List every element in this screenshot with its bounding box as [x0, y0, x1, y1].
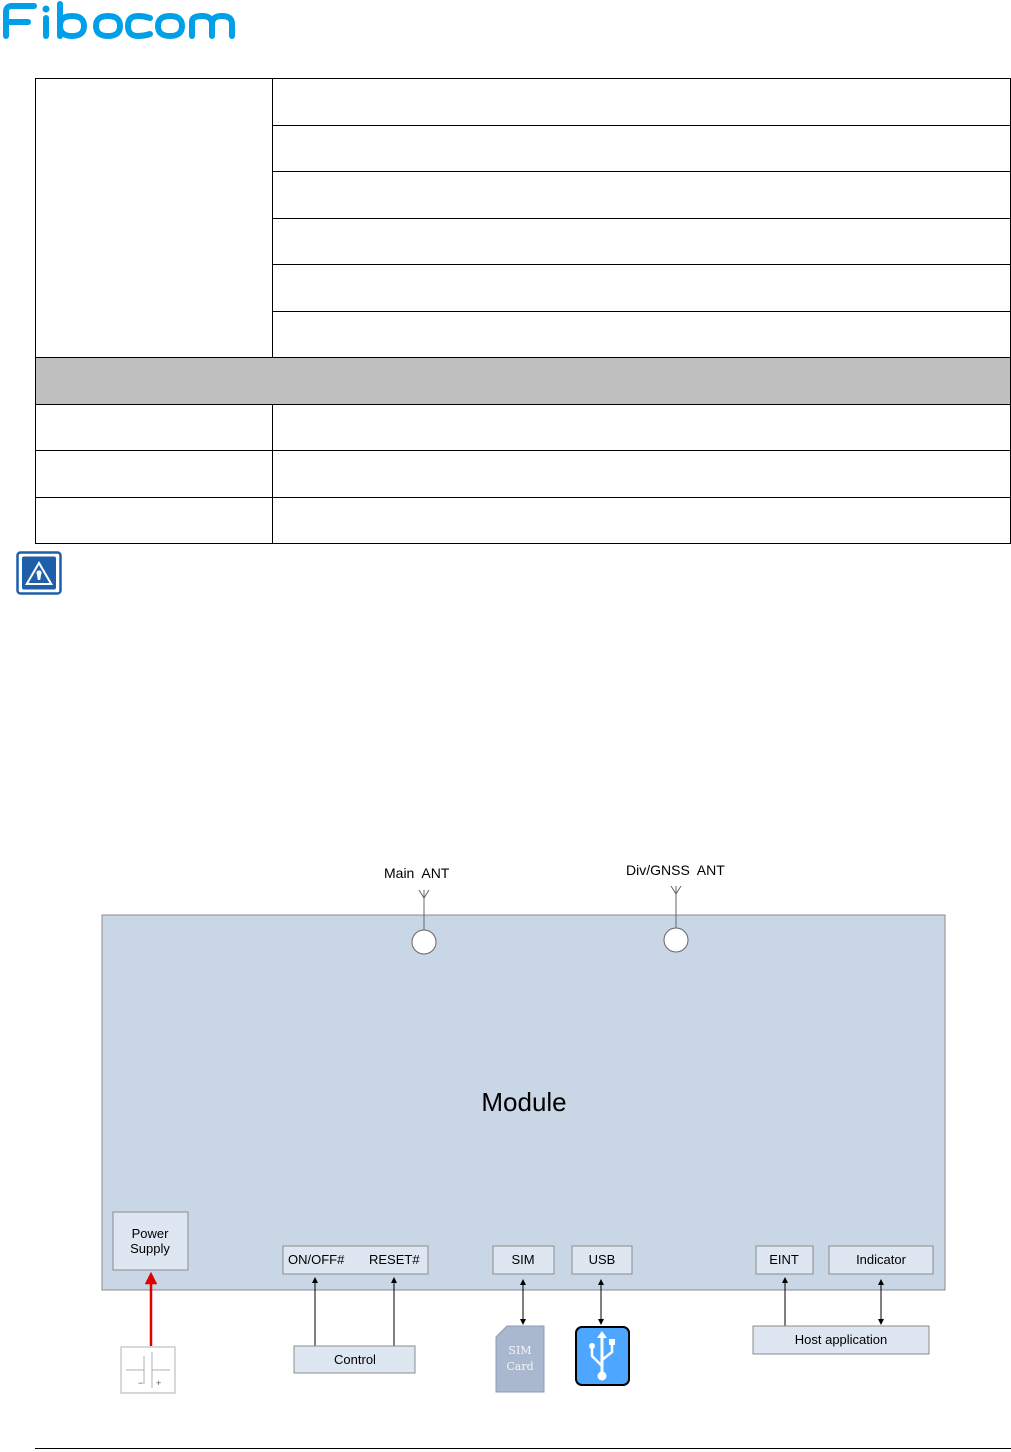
table-section-row [36, 358, 1011, 405]
warning-triangle-icon [16, 551, 62, 595]
indicator-label: Indicator [856, 1252, 906, 1267]
battery-plus: + [156, 1378, 162, 1388]
control-label: Control [334, 1352, 376, 1367]
power-supply-label-2: Supply [130, 1241, 170, 1256]
table-cell [273, 451, 1011, 498]
table-cell-group-label [36, 79, 273, 358]
footer-rule [35, 1448, 1011, 1449]
table-cell-label [36, 451, 273, 498]
reset-label: RESET# [369, 1252, 420, 1267]
sim-label: SIM [511, 1252, 535, 1267]
table-cell [273, 126, 1011, 172]
table-cell [273, 498, 1011, 544]
table-cell [273, 312, 1011, 358]
sim-card-icon [496, 1326, 544, 1392]
table-section-cell [36, 358, 1011, 405]
usb-label: USB [588, 1252, 616, 1267]
module-label: Module [481, 1087, 567, 1117]
table-cell-label [36, 405, 273, 451]
battery-icon [121, 1347, 175, 1393]
table-row [36, 405, 1011, 451]
fibocom-logo [0, 0, 280, 48]
table-cell [273, 265, 1011, 312]
div-ant-label: Div/GNSS ANT [626, 862, 725, 878]
sim-card-label-1: SIM [508, 1344, 532, 1357]
table-cell [273, 79, 1011, 126]
onoff-label: ON/OFF# [288, 1252, 345, 1267]
table-cell-label [36, 498, 273, 544]
table-row [36, 451, 1011, 498]
block-diagram [0, 840, 1011, 1420]
table-cell [273, 172, 1011, 219]
battery-minus: − [138, 1378, 144, 1388]
table-cell [273, 219, 1011, 265]
main-ant-label: Main ANT [384, 865, 450, 881]
host-application-label: Host application [794, 1332, 888, 1347]
spec-table [35, 78, 1011, 544]
table-row [36, 498, 1011, 544]
sim-card-label-2: Card [506, 1360, 534, 1373]
power-supply-label-1: Power [131, 1226, 169, 1241]
table-row [36, 79, 1011, 126]
usb-icon [576, 1327, 629, 1385]
eint-label: EINT [769, 1252, 799, 1267]
table-cell [273, 405, 1011, 451]
